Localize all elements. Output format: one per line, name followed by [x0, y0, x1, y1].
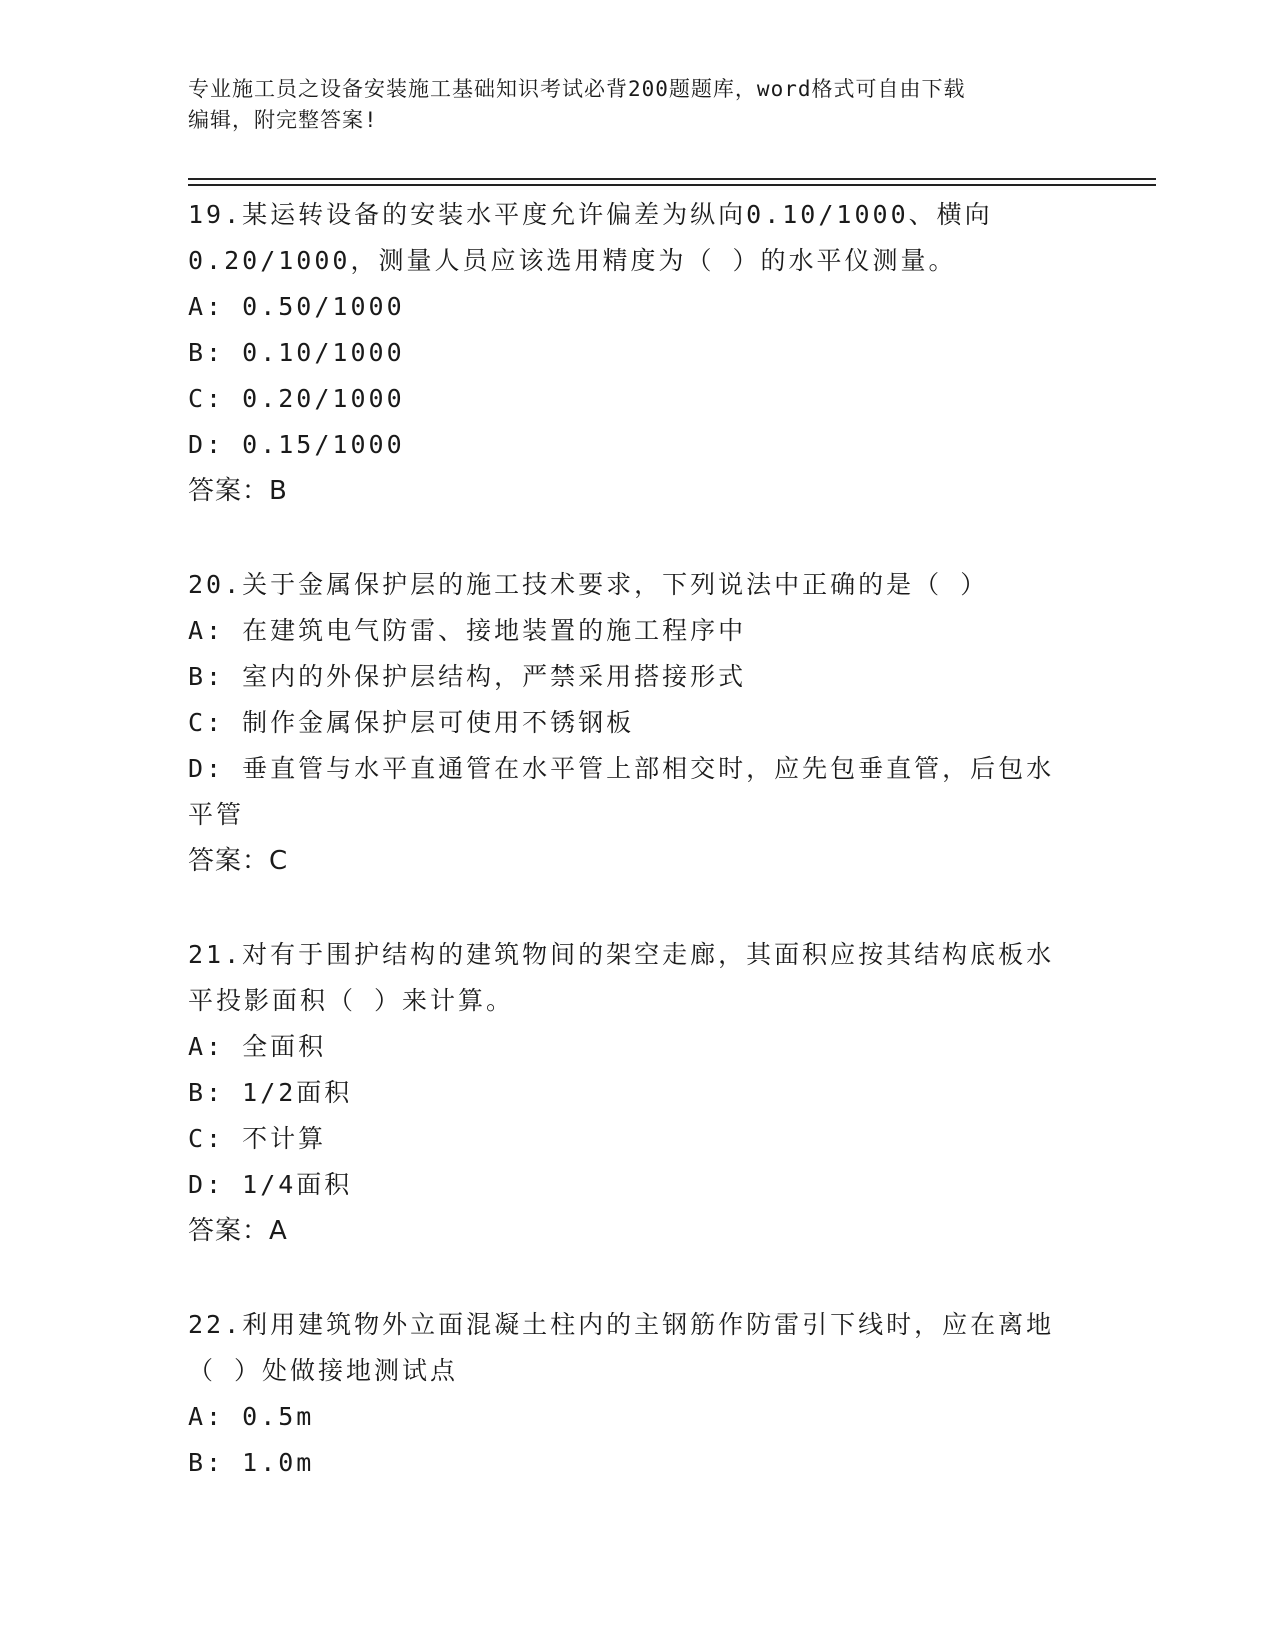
question-list: [188, 192, 1088, 1534]
option-a: A: 在建筑电气防雷、接地装置的施工程序中: [188, 616, 747, 645]
option-d: D: 垂直管与水平直通管在水平管上部相交时，应先包垂直管，后包水: [188, 754, 1055, 783]
option-a: A: 0.50/1000: [188, 292, 405, 321]
option-a: A: 0.5m: [188, 1402, 315, 1431]
question-stem: 22.利用建筑物外立面混凝土柱内的主钢筋作防雷引下线时，应在离地: [188, 1310, 1055, 1339]
question-22: [188, 1302, 1088, 1486]
question-stem: 19.某运转设备的安装水平度允许偏差为纵向0.10/1000、横向: [188, 200, 993, 229]
option-b: B: 室内的外保护层结构，严禁采用搭接形式: [188, 662, 747, 691]
document-header: [188, 74, 1088, 136]
header-line-1: 专业施工员之设备安装施工基础知识考试必背200题题库，word格式可自由下载: [188, 77, 966, 101]
option-b: B: 1/2面积: [188, 1078, 353, 1107]
option-b: B: 1.0m: [188, 1448, 315, 1477]
option-d-continued: 平管: [188, 800, 245, 829]
question-stem: 20.关于金属保护层的施工技术要求，下列说法中正确的是（ ）: [188, 570, 989, 599]
header-divider-bottom: [188, 184, 1156, 186]
option-b: B: 0.10/1000: [188, 338, 405, 367]
option-c: C: 0.20/1000: [188, 384, 405, 413]
option-c: C: 制作金属保护层可使用不锈钢板: [188, 708, 635, 737]
answer: 答案：A: [188, 1216, 288, 1246]
header-line-2: 编辑，附完整答案!: [188, 108, 378, 132]
question-20: [188, 562, 1088, 884]
option-d: D: 0.15/1000: [188, 430, 405, 459]
header-divider-top: [188, 178, 1156, 180]
answer: 答案：B: [188, 476, 288, 506]
option-c: C: 不计算: [188, 1124, 327, 1153]
question-stem: （ ）处做接地测试点: [188, 1356, 459, 1385]
question-19: [188, 192, 1088, 514]
question-stem: 0.20/1000，测量人员应该选用精度为（ ）的水平仪测量。: [188, 246, 957, 275]
question-21: [188, 932, 1088, 1254]
answer: 答案：C: [188, 846, 289, 876]
question-stem: 21.对有于围护结构的建筑物间的架空走廊，其面积应按其结构底板水: [188, 940, 1055, 969]
question-stem: 平投影面积（ ）来计算。: [188, 986, 515, 1015]
option-a: A: 全面积: [188, 1032, 327, 1061]
option-d: D: 1/4面积: [188, 1170, 353, 1199]
